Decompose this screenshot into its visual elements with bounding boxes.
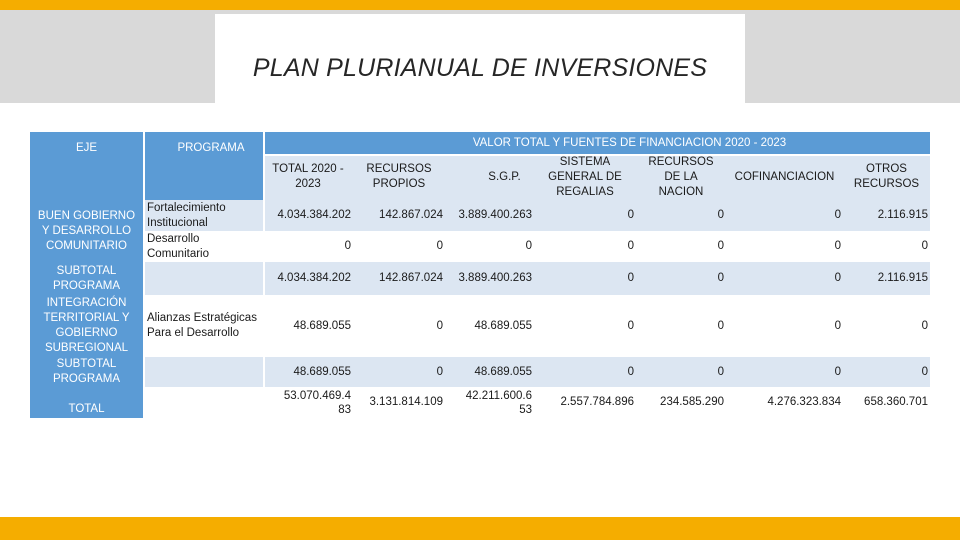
value-cell: 3.889.400.263: [445, 262, 534, 295]
value-cell: 0: [636, 357, 726, 387]
value-cell: 48.689.055: [263, 295, 353, 357]
investment-table: [30, 132, 930, 418]
value-cell: 53.070.469.483: [263, 387, 353, 418]
programa-total: [143, 387, 263, 418]
value-cell: 48.689.055: [263, 357, 353, 387]
value-cell: 4.034.384.202: [263, 262, 353, 295]
value-cell: 42.211.600.653: [445, 387, 534, 418]
header-sgp: S.G.P.: [445, 154, 534, 200]
value-cell: 3.131.814.109: [353, 387, 445, 418]
value-cell: 2.116.915: [843, 200, 930, 231]
value-cell: 142.867.024: [353, 200, 445, 231]
value-cell: 0: [534, 295, 636, 357]
header-regalias: SISTEMA GENERAL DE REGALIAS: [534, 154, 636, 200]
value-cell: 0: [636, 262, 726, 295]
header-total: TOTAL 2020 - 2023: [263, 154, 353, 200]
value-cell: 48.689.055: [445, 357, 534, 387]
value-cell: 0: [534, 200, 636, 231]
value-cell: 0: [445, 231, 534, 262]
value-cell: 0: [534, 357, 636, 387]
value-cell: 0: [534, 231, 636, 262]
value-cell: 0: [353, 231, 445, 262]
value-cell: 0: [534, 262, 636, 295]
value-cell: 4.034.384.202: [263, 200, 353, 231]
value-cell: 0: [843, 231, 930, 262]
value-cell: 0: [726, 231, 843, 262]
header-recursos-propios: RECURSOS PROPIOS: [353, 154, 445, 200]
eje-total: TOTAL: [30, 387, 143, 418]
programa-alianzas: Alianzas Estratégicas Para el Desarrollo: [143, 295, 263, 357]
value-cell: 0: [636, 295, 726, 357]
value-cell: 4.276.323.834: [726, 387, 843, 418]
value-cell: 0: [843, 357, 930, 387]
value-cell: 0: [726, 357, 843, 387]
programa-subtotal-1: [143, 262, 263, 295]
value-cell: 2.116.915: [843, 262, 930, 295]
programa-fortalecimiento: Fortalecimiento Institucional: [143, 200, 263, 231]
eje-integracion: INTEGRACIÓN TERRITORIAL Y GOBIERNO SUBREGIONAL: [30, 295, 143, 357]
value-cell: 0: [353, 357, 445, 387]
header-otros-recursos: OTROS RECURSOS: [843, 154, 930, 200]
value-cell: 3.889.400.263: [445, 200, 534, 231]
eje-subtotal-2: SUBTOTAL PROGRAMA: [30, 357, 143, 387]
value-cell: 234.585.290: [636, 387, 726, 418]
programa-desarrollo: Desarrollo Comunitario: [143, 231, 263, 262]
page-title: PLAN PLURIANUAL DE INVERSIONES: [252, 54, 708, 82]
header-eje: EJE: [30, 132, 143, 200]
value-cell: 0: [636, 231, 726, 262]
value-cell: 0: [843, 295, 930, 357]
value-cell: 0: [726, 262, 843, 295]
value-cell: 0: [353, 295, 445, 357]
value-cell: 48.689.055: [445, 295, 534, 357]
value-cell: 0: [263, 231, 353, 262]
eje-buen-gobierno: BUEN GOBIERNO Y DESARROLLO COMUNITARIO: [30, 200, 143, 262]
value-cell: 658.360.701: [843, 387, 930, 418]
eje-subtotal-1: SUBTOTAL PROGRAMA: [30, 262, 143, 295]
programa-subtotal-2: [143, 357, 263, 387]
value-cell: 0: [636, 200, 726, 231]
header-nacion: RECURSOS DE LA NACION: [636, 154, 726, 200]
value-cell: 0: [726, 200, 843, 231]
value-cell: 0: [726, 295, 843, 357]
header-cofinanciacion: COFINANCIACION: [726, 154, 843, 200]
value-cell: 2.557.784.896: [534, 387, 636, 418]
value-cell: 142.867.024: [353, 262, 445, 295]
header-programa: PROGRAMA: [143, 132, 263, 200]
header-group-financing: VALOR TOTAL Y FUENTES DE FINANCIACION 2020 - 2023: [263, 132, 930, 154]
bottom-accent-band: [0, 517, 960, 540]
